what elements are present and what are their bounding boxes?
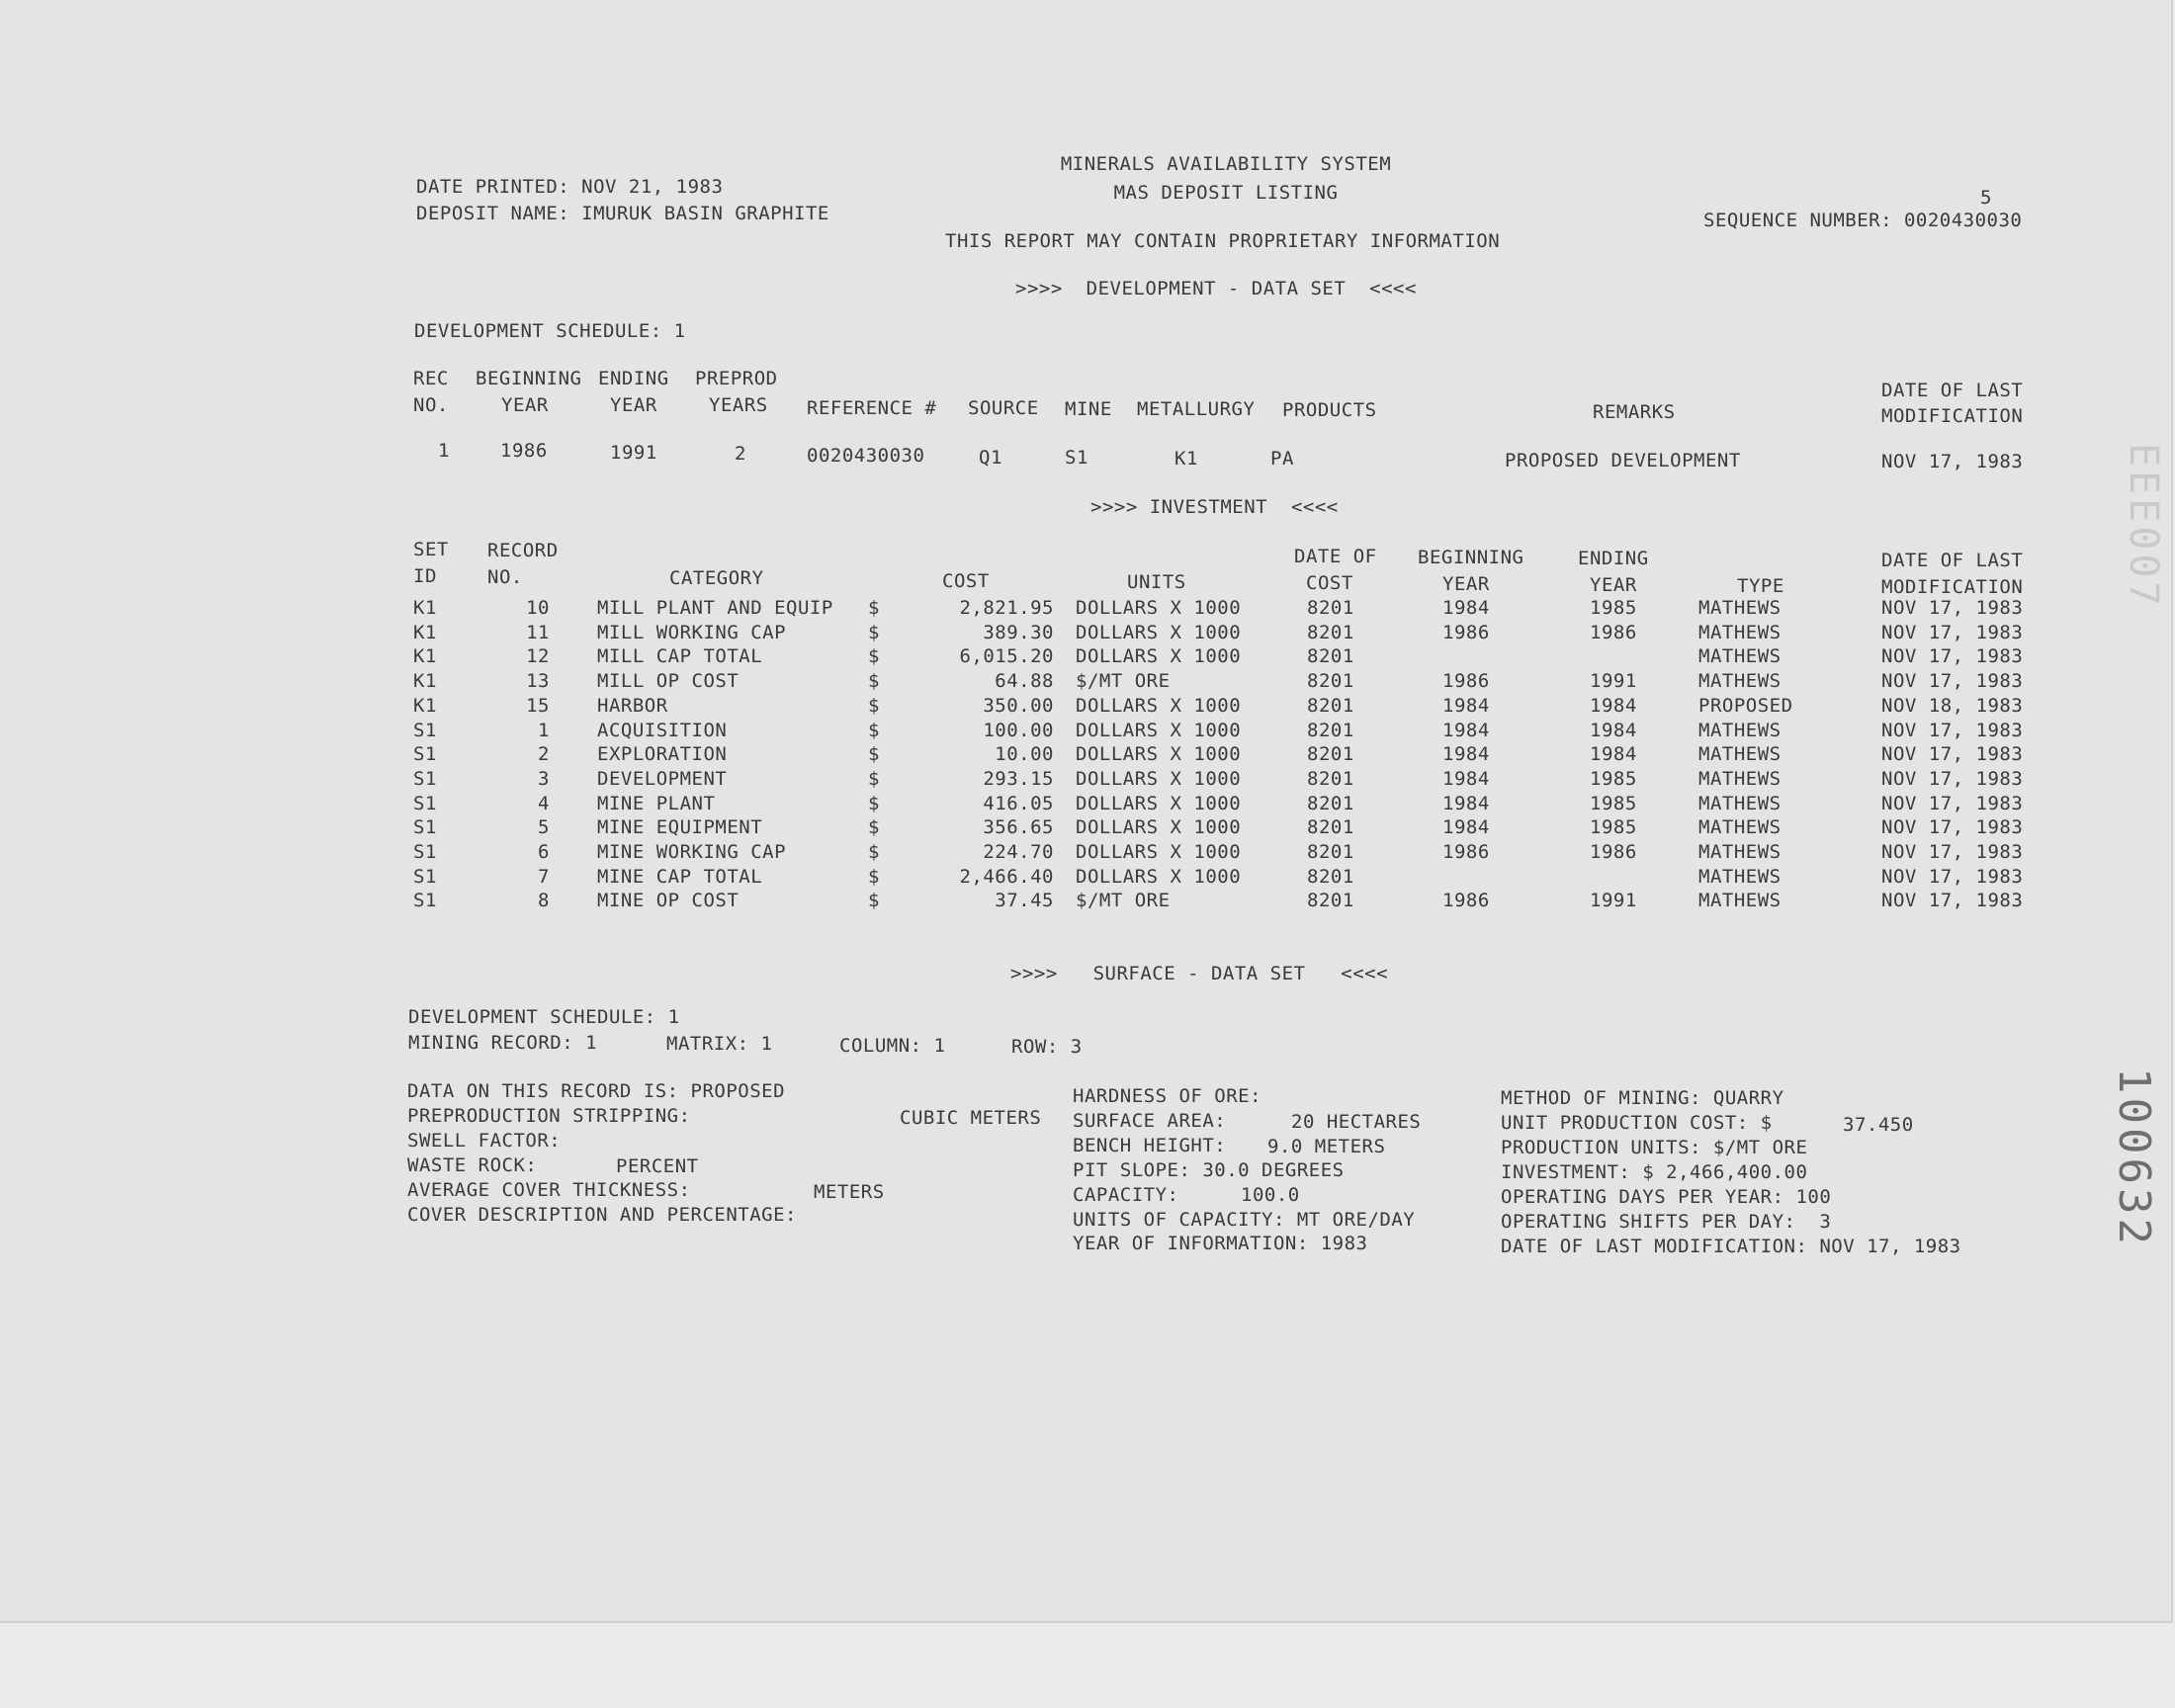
type: MATHEWS [1698, 743, 1782, 765]
date-of-cost: 8201 [1307, 720, 1354, 741]
data-record-status: DATA ON THIS RECORD IS: PROPOSED [407, 1080, 786, 1102]
type: MATHEWS [1698, 768, 1782, 790]
set-id: S1 [413, 816, 437, 838]
units: DOLLARS X 1000 [1076, 816, 1242, 838]
record-no: 8 [538, 890, 550, 911]
set-id: S1 [413, 841, 437, 863]
header-date-last: DATE OF LAST [1881, 380, 2024, 401]
last-modified: NOV 18, 1983 [1881, 695, 2024, 717]
currency-symbol: $ [868, 743, 880, 765]
currency-symbol: $ [868, 670, 880, 692]
units: DOLLARS X 1000 [1076, 793, 1242, 814]
inv-header-category: CATEGORY [669, 567, 764, 589]
header-rec-no: NO. [413, 394, 449, 416]
date-of-cost: 8201 [1307, 670, 1354, 692]
date-of-cost: 8201 [1307, 890, 1354, 911]
dev-modified: NOV 17, 1983 [1881, 451, 2024, 472]
investment-section-title: >>>> INVESTMENT <<<< [1090, 496, 1339, 518]
inv-header-type: TYPE [1737, 575, 1784, 597]
beginning-year: 1984 [1442, 695, 1490, 717]
currency-symbol: $ [868, 816, 880, 838]
date-of-cost: 8201 [1307, 743, 1354, 765]
development-section-title: >>>> DEVELOPMENT - DATA SET <<<< [1015, 278, 1417, 299]
inv-header-cost: COST [942, 570, 990, 592]
units: DOLLARS X 1000 [1076, 841, 1242, 863]
ending-year: 1985 [1590, 597, 1637, 619]
bench-height-value: 9.0 METERS [1267, 1136, 1386, 1157]
ending-year: 1984 [1590, 695, 1637, 717]
cost-value: 293.15 [983, 768, 1054, 790]
units: DOLLARS X 1000 [1076, 720, 1242, 741]
units: DOLLARS X 1000 [1076, 743, 1242, 765]
type: MATHEWS [1698, 597, 1782, 619]
record-no: 11 [526, 622, 550, 643]
surface-area-label: SURFACE AREA: [1073, 1110, 1227, 1132]
last-modified: NOV 17, 1983 [1881, 816, 2024, 838]
beginning-year: 1984 [1442, 720, 1490, 741]
set-id: K1 [413, 645, 437, 667]
cover-description: COVER DESCRIPTION AND PERCENTAGE: [407, 1204, 797, 1226]
pit-slope: PIT SLOPE: 30.0 DEGREES [1073, 1159, 1345, 1181]
type: PROPOSED [1698, 695, 1793, 717]
inv-header-ending: ENDING [1578, 548, 1649, 569]
preproduction-stripping: PREPRODUCTION STRIPPING: [407, 1105, 691, 1127]
units: $/MT ORE [1076, 890, 1171, 911]
date-of-cost: 8201 [1307, 645, 1354, 667]
header-modification: MODIFICATION [1881, 405, 2024, 427]
record-no: 4 [538, 793, 550, 814]
ending-year: 1986 [1590, 622, 1637, 643]
set-id: S1 [413, 768, 437, 790]
cost-value: 356.65 [983, 816, 1054, 838]
inv-header-units: UNITS [1127, 571, 1186, 593]
set-id: K1 [413, 622, 437, 643]
category: MINE EQUIPMENT [597, 816, 763, 838]
currency-symbol: $ [868, 622, 880, 643]
header-products: PRODUCTS [1282, 399, 1377, 421]
type: MATHEWS [1698, 622, 1782, 643]
ending-year: 1985 [1590, 768, 1637, 790]
operating-days: OPERATING DAYS PER YEAR: 100 [1501, 1186, 1832, 1208]
last-modified: NOV 17, 1983 [1881, 890, 2024, 911]
type: MATHEWS [1698, 816, 1782, 838]
inv-header-modification: MODIFICATION [1881, 576, 2024, 598]
currency-symbol: $ [868, 866, 880, 888]
table-row [0, 669, 2175, 694]
dev-remarks: PROPOSED DEVELOPMENT [1505, 450, 1741, 471]
category: MINE PLANT [597, 793, 716, 814]
category: EXPLORATION [597, 743, 728, 765]
cover-thickness: AVERAGE COVER THICKNESS: [407, 1179, 691, 1201]
header-beginning: BEGINNING [476, 368, 582, 389]
currency-symbol: $ [868, 645, 880, 667]
beginning-year: 1984 [1442, 743, 1490, 765]
production-units: PRODUCTION UNITS: $/MT ORE [1501, 1137, 1808, 1158]
cost-value: 10.00 [995, 743, 1054, 765]
header-mine: MINE [1065, 398, 1112, 420]
faint-stamp: EEE007 [2121, 443, 2166, 610]
ending-year: 1991 [1590, 890, 1637, 911]
record-no: 15 [526, 695, 550, 717]
record-no: 2 [538, 743, 550, 765]
category: MILL PLANT AND EQUIP [597, 597, 833, 619]
currency-symbol: $ [868, 695, 880, 717]
dev-reference: 0020430030 [807, 445, 925, 467]
row-number: ROW: 3 [1011, 1036, 1083, 1058]
inv-header-beginning: BEGINNING [1418, 547, 1524, 568]
year-of-information: YEAR OF INFORMATION: 1983 [1073, 1233, 1368, 1254]
set-id: S1 [413, 866, 437, 888]
last-modified: NOV 17, 1983 [1881, 793, 2024, 814]
currency-symbol: $ [868, 793, 880, 814]
dev-source: Q1 [979, 447, 1002, 469]
category: MILL WORKING CAP [597, 622, 787, 643]
cost-value: 37.45 [995, 890, 1054, 911]
cost-value: 6,015.20 [959, 645, 1054, 667]
units: DOLLARS X 1000 [1076, 768, 1242, 790]
mining-record: MINING RECORD: 1 [408, 1032, 598, 1054]
units: $/MT ORE [1076, 670, 1171, 692]
inv-header-date-last: DATE OF LAST [1881, 550, 2024, 571]
set-id: S1 [413, 743, 437, 765]
inv-header-set: SET [413, 539, 449, 560]
units: DOLLARS X 1000 [1076, 866, 1242, 888]
type: MATHEWS [1698, 866, 1782, 888]
deposit-name: DEPOSIT NAME: IMURUK BASIN GRAPHITE [416, 203, 829, 224]
date-of-cost: 8201 [1307, 841, 1354, 863]
unit-production-cost-label: UNIT PRODUCTION COST: $ [1501, 1112, 1773, 1134]
swell-factor: SWELL FACTOR: [407, 1130, 562, 1152]
category: MINE CAP TOTAL [597, 866, 763, 888]
set-id: K1 [413, 695, 437, 717]
beginning-year: 1986 [1442, 841, 1490, 863]
proprietary-note: THIS REPORT MAY CONTAIN PROPRIETARY INFORMATION [945, 230, 1501, 252]
table-row [0, 840, 2175, 865]
type: MATHEWS [1698, 670, 1782, 692]
category: MILL CAP TOTAL [597, 645, 763, 667]
waste-rock: WASTE ROCK: [407, 1154, 538, 1176]
cover-units: METERS [814, 1181, 885, 1203]
set-id: K1 [413, 670, 437, 692]
table-row [0, 889, 2175, 913]
ending-year: 1985 [1590, 793, 1637, 814]
currency-symbol: $ [868, 768, 880, 790]
record-no: 12 [526, 645, 550, 667]
date-of-cost: 8201 [1307, 793, 1354, 814]
surface-schedule: DEVELOPMENT SCHEDULE: 1 [408, 1006, 680, 1028]
last-modified: NOV 17, 1983 [1881, 743, 2024, 765]
beginning-year: 1986 [1442, 890, 1490, 911]
last-modified: NOV 17, 1983 [1881, 866, 2024, 888]
header-ending-year: YEAR [610, 394, 657, 416]
investment-total: INVESTMENT: $ 2,466,400.00 [1501, 1161, 1808, 1183]
dev-metallurgy: K1 [1174, 448, 1198, 470]
beginning-year: 1986 [1442, 622, 1490, 643]
units: DOLLARS X 1000 [1076, 597, 1242, 619]
cost-value: 100.00 [983, 720, 1054, 741]
record-no: 1 [538, 720, 550, 741]
currency-symbol: $ [868, 597, 880, 619]
capacity-units: UNITS OF CAPACITY: MT ORE/DAY [1073, 1209, 1416, 1231]
set-id: S1 [413, 720, 437, 741]
ending-year: 1985 [1590, 816, 1637, 838]
header-remarks: REMARKS [1593, 401, 1676, 423]
date-of-last-modification: DATE OF LAST MODIFICATION: NOV 17, 1983 [1501, 1236, 1961, 1257]
record-no: 13 [526, 670, 550, 692]
last-modified: NOV 17, 1983 [1881, 768, 2024, 790]
category: ACQUISITION [597, 720, 728, 741]
date-of-cost: 8201 [1307, 866, 1354, 888]
table-row [0, 694, 2175, 719]
last-modified: NOV 17, 1983 [1881, 720, 2024, 741]
inv-header-set-id: ID [413, 565, 437, 587]
header-beginning-year: YEAR [501, 394, 549, 416]
document-stamp-number: 100632 [2109, 1068, 2159, 1248]
category: HARBOR [597, 695, 668, 717]
method-of-mining: METHOD OF MINING: QUARRY [1501, 1087, 1784, 1109]
currency-symbol: $ [868, 720, 880, 741]
currency-symbol: $ [868, 890, 880, 911]
category: MINE WORKING CAP [597, 841, 787, 863]
inv-header-beginning-year: YEAR [1442, 573, 1490, 595]
inv-header-record: RECORD [487, 540, 559, 561]
listing-title: MAS DEPOSIT LISTING [1113, 182, 1339, 204]
units: DOLLARS X 1000 [1076, 622, 1242, 643]
inv-header-record-no: NO. [487, 566, 523, 588]
table-row [0, 767, 2175, 792]
operating-shifts: OPERATING SHIFTS PER DAY: 3 [1501, 1211, 1832, 1233]
header-ending: ENDING [598, 368, 669, 389]
system-title: MINERALS AVAILABILITY SYSTEM [1060, 153, 1392, 175]
dev-rec: 1 [438, 440, 450, 462]
inv-header-ending-year: YEAR [1590, 574, 1637, 596]
beginning-year: 1984 [1442, 768, 1490, 790]
sequence-number: SEQUENCE NUMBER: 0020430030 [1703, 210, 2023, 231]
unit-production-cost-value: 37.450 [1843, 1114, 1914, 1136]
ending-year: 1984 [1590, 743, 1637, 765]
surface-area-value: 20 HECTARES [1291, 1111, 1422, 1133]
record-no: 5 [538, 816, 550, 838]
cost-value: 2,821.95 [959, 597, 1054, 619]
last-modified: NOV 17, 1983 [1881, 622, 2024, 643]
column: COLUMN: 1 [839, 1035, 946, 1057]
ending-year: 1984 [1590, 720, 1637, 741]
record-no: 7 [538, 866, 550, 888]
category: MILL OP COST [597, 670, 740, 692]
page-number: 5 [1980, 187, 1992, 209]
table-row [0, 719, 2175, 743]
header-source: SOURCE [968, 397, 1039, 419]
type: MATHEWS [1698, 793, 1782, 814]
bench-height-label: BENCH HEIGHT: [1073, 1135, 1227, 1156]
type: MATHEWS [1698, 720, 1782, 741]
header-reference: REFERENCE # [807, 397, 937, 419]
header-metallurgy: METALLURGY [1137, 398, 1256, 420]
set-id: K1 [413, 597, 437, 619]
last-modified: NOV 17, 1983 [1881, 597, 2024, 619]
cost-value: 224.70 [983, 841, 1054, 863]
date-of-cost: 8201 [1307, 622, 1354, 643]
date-of-cost: 8201 [1307, 768, 1354, 790]
cost-value: 416.05 [983, 793, 1054, 814]
cost-value: 2,466.40 [959, 866, 1054, 888]
category: DEVELOPMENT [597, 768, 728, 790]
capacity-label: CAPACITY: [1073, 1184, 1179, 1206]
table-row [0, 792, 2175, 816]
development-schedule: DEVELOPMENT SCHEDULE: 1 [414, 320, 686, 342]
table-row [0, 644, 2175, 669]
record-no: 6 [538, 841, 550, 863]
set-id: S1 [413, 890, 437, 911]
type: MATHEWS [1698, 890, 1782, 911]
table-row [0, 596, 2175, 621]
header-preprod-years: YEARS [709, 394, 768, 416]
beginning-year: 1984 [1442, 597, 1490, 619]
last-modified: NOV 17, 1983 [1881, 670, 2024, 692]
date-of-cost: 8201 [1307, 695, 1354, 717]
header-preprod: PREPROD [695, 368, 778, 389]
dev-mine: S1 [1065, 447, 1088, 469]
units: DOLLARS X 1000 [1076, 695, 1242, 717]
table-row [0, 621, 2175, 645]
ending-year: 1991 [1590, 670, 1637, 692]
table-row [0, 865, 2175, 890]
type: MATHEWS [1698, 841, 1782, 863]
cost-value: 389.30 [983, 622, 1054, 643]
date-printed: DATE PRINTED: NOV 21, 1983 [416, 176, 724, 198]
waste-rock-units: PERCENT [616, 1155, 699, 1177]
date-of-cost: 8201 [1307, 597, 1354, 619]
capacity-value: 100.0 [1241, 1184, 1300, 1206]
dev-ending: 1991 [610, 442, 657, 464]
table-row [0, 815, 2175, 840]
currency-symbol: $ [868, 841, 880, 863]
cost-value: 64.88 [995, 670, 1054, 692]
beginning-year: 1984 [1442, 793, 1490, 814]
inv-header-date-cost: COST [1306, 572, 1353, 594]
stripping-units: CUBIC METERS [900, 1107, 1042, 1129]
inv-header-date-of: DATE OF [1294, 546, 1377, 567]
ending-year: 1986 [1590, 841, 1637, 863]
table-row [0, 742, 2175, 767]
last-modified: NOV 17, 1983 [1881, 645, 2024, 667]
dev-products: PA [1270, 448, 1294, 470]
last-modified: NOV 17, 1983 [1881, 841, 2024, 863]
cost-value: 350.00 [983, 695, 1054, 717]
category: MINE OP COST [597, 890, 740, 911]
record-no: 3 [538, 768, 550, 790]
units: DOLLARS X 1000 [1076, 645, 1242, 667]
surface-section-title: >>>> SURFACE - DATA SET <<<< [1010, 963, 1389, 984]
matrix: MATRIX: 1 [666, 1033, 773, 1055]
set-id: S1 [413, 793, 437, 814]
dev-preprod: 2 [735, 443, 746, 465]
dev-beginning: 1986 [500, 440, 548, 462]
header-rec: REC [413, 368, 449, 389]
beginning-year: 1986 [1442, 670, 1490, 692]
beginning-year: 1984 [1442, 816, 1490, 838]
type: MATHEWS [1698, 645, 1782, 667]
record-no: 10 [526, 597, 550, 619]
hardness-of-ore: HARDNESS OF ORE: [1073, 1085, 1262, 1107]
date-of-cost: 8201 [1307, 816, 1354, 838]
